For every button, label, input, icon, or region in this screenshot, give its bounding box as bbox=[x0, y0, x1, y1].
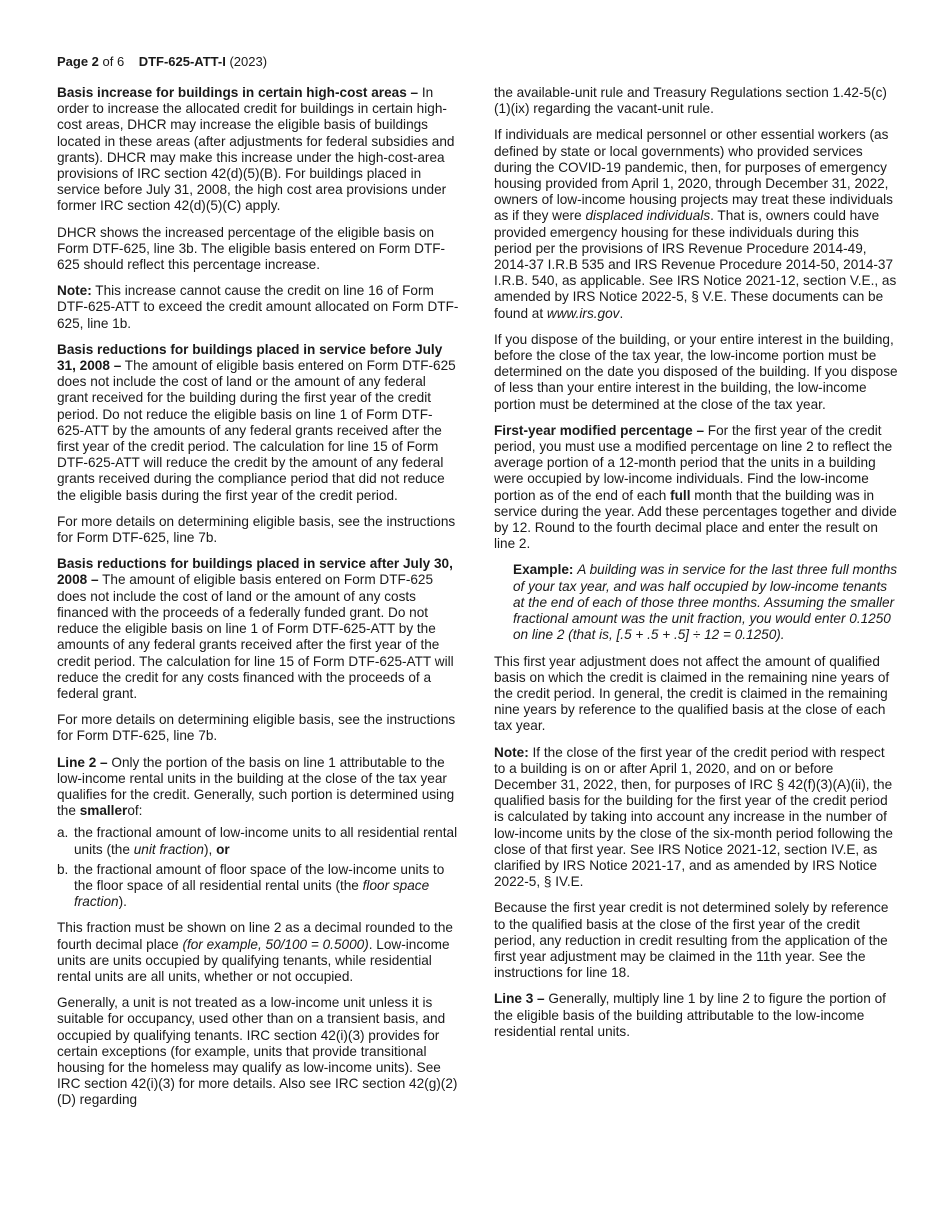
page-number: Page 2 bbox=[57, 54, 99, 69]
fraction-list bbox=[57, 825, 459, 910]
paragraph-increased-percentage: DHCR shows the increased percentage of the eligible basis on Form DTF-625, line 3b. The eligible basis entered on Form DTF-625 should reflect this percentage increase. bbox=[57, 224, 446, 273]
heading-line-2: Line 2 – bbox=[57, 754, 108, 770]
paragraph-more-details-1: For more details on determining eligible basis, see the instructions for Form DTF-625, line 7b. bbox=[57, 513, 456, 546]
paragraph-dispose-building: If you dispose of the building, or your entire interest in the building, before the close of the tax year, the low-income portion must be determined on the date you disposed of the building. If you dispose of less than your entire interest in the building, the low-income portion must be determined at the close of the tax year. bbox=[494, 331, 898, 412]
right-column bbox=[494, 85, 898, 1050]
paragraph-more-details-2: For more details on determining eligible basis, see the instructions for Form DTF-625, line 7b. bbox=[57, 712, 456, 744]
example-block: Example: A building was in service for the last three full months of your tax year, and was half occupied by low-income tenants at the end of each of those three months. Assuming the smaller fractional amount was the unit fraction, you would enter 0.1250 on line 2 (that is, [.5 + .5 + .5] ÷ 12 = 0.1250). bbox=[513, 562, 898, 643]
paragraph-first-year-modified: First-year modified percentage – For the first year of the credit period, you must use a modified percentage on line 2 to reflect the average portion of a 12-month period that the units in a building were occupied by low-income individuals. Find the low-income portion as of the end of each full month that the building was in service during the year. Add these percentages together and divide by 12. Round to the fourth decimal place and enter the result on line 2. bbox=[494, 422, 897, 552]
form-year: (2023) bbox=[229, 54, 268, 69]
paragraph-note-increase: Note: This increase cannot cause the credit on line 16 of Form DTF-625-ATT to exceed the credit amount allocated on Form DTF-625, line 1b. bbox=[57, 283, 459, 331]
paragraph-eleventh-year: Because the first year credit is not determined solely by reference to the qualified basis at the close of the first year of the credit period, any reduction in credit resulting from the application of the first year adjustment may be claimed in the 11th year. See the instructions for line 18. bbox=[494, 900, 889, 981]
page-count: of 6 bbox=[102, 54, 125, 69]
list-item: a. the fractional amount of low-income units to all residential rental units (the unit fraction), or bbox=[57, 825, 458, 857]
paragraph-decimal-fraction: This fraction must be shown on line 2 as a decimal rounded to the fourth decimal place (for example, 50/100 = 0.5000). Low-income units are units occupied by qualifying tenants, while residential rental units are all units, whether or not occupied. bbox=[57, 920, 453, 984]
list-item: b. the fractional amount of floor space of the low-income units to the floor space of all residential rental units (the floor space fraction). bbox=[57, 861, 445, 910]
paragraph-first-year-adjustment: This first year adjustment does not affect the amount of qualified basis on which the credit is claimed in the remaining nine years of the credit period. In general, the credit is claimed in the remaining nine years by reference to the qualified basis at the close of each tax year. bbox=[494, 653, 890, 734]
paragraph-note-qualified-basis: Note: If the close of the first year of the credit period with respect to a building is on or after April 1, 2020, and on or before December 31, 2022, then, for purposes of IRC § 42(f)(3)(A)(ii), the qualified basis for the building for the first year of the credit period is calculated by taking into account any increase in the number of low-income units by the close of the six-month period following the close of that first year. See IRS Notice 2021-12, section IV.E, as clarified by IRS Notice 2021-17, and as amended by IRS Notice 2022-5, § IV.E. bbox=[494, 744, 893, 890]
paragraph-low-income-unit: Generally, a unit is not treated as a low-income unit unless it is suitable for occupancy, used other than on a transient basis, and occupied by qualifying tenants. IRC section 42(i)(3) provides for certain exceptions (for example, units that provide transitional housing for the homeless may qualify as low-income units). See IRC section 42(i)(3) for more details. Also see IRC section 42(g)(2)(D) regarding bbox=[57, 995, 458, 1108]
paragraph-high-cost-areas: Basis increase for buildings in certain high-cost areas – In order to increase the allocated credit for buildings in certain high-cost areas, DHCR may increase the eligible basis of buildings located in these areas (after adjustments for federal subsidies and grants). DHCR may make this increase under the high-cost-area provisions of IRC section 42(d)(5)(B). For buildings placed in service before July 31, 2008, the high cost area provisions under former IRC section 42(d)(5)(C) apply. bbox=[57, 85, 455, 214]
heading-reductions-after-2008: Basis reductions for buildings placed in service after July 30, 2008 – bbox=[57, 556, 453, 588]
left-column bbox=[57, 85, 459, 1119]
heading-reductions-before-2008: Basis reductions for buildings placed in service before July 31, 2008 – bbox=[57, 341, 443, 374]
paragraph-covid-emergency-housing: If individuals are medical personnel or other essential workers (as defined by state or local governments) who provided services during the COVID-19 pandemic, then, for purposes of emergency housing provided from April 1, 2020, through December 31, 2022, owners of low-income housing projects may treat these individuals as if they were displaced individuals. That is, owners could have provided emergency housing for these individuals during this period per the provisions of IRS Revenue Procedure 2014-49, 2014-37 I.R.B 535 and IRS Revenue Procedure 2014-50, 2014-37 I.R.B. 540, as applicable. See IRS Notice 2021-12, section V.E., as amended by IRS Notice 2022-5, § V.E. These documents can be found at www.irs.gov. bbox=[494, 127, 897, 321]
heading-high-cost-areas: Basis increase for buildings in certain high-cost areas – bbox=[57, 85, 419, 100]
paragraph-reductions-after-2008: Basis reductions for buildings placed in service after July 30, 2008 – The amount of eligible basis entered on Form DTF-625 does not include the cost of land or the amount of any costs financed with the proceeds of a federally funded grant. Do not reduce the eligible basis on line 1 of Form DTF-625-ATT by the amounts of any federal grants received after the first year of the credit period. The calculation for line 15 of Form DTF-625-ATT will reduce the credit for any costs financed with the proceeds of a federal grant. bbox=[57, 556, 454, 701]
paragraph-vacant-unit-rule: the available-unit rule and Treasury Regulations section 1.42-5(c)(1)(ix) regarding the vacant-unit rule. bbox=[494, 85, 887, 117]
paragraph-reductions-before-2008: Basis reductions for buildings placed in service before July 31, 2008 – The amount of eligible basis entered on Form DTF-625 does not include the cost of land or the amount of any federal grant received for the building during the first year of the credit period. Do not reduce the eligible basis on line 1 of Form DTF-625-ATT by the amounts of any federal grants received after the first year of the credit period. The calculation for line 15 of Form DTF-625-ATT will reduce the credit by the amount of any federal grants received during the compliance period that did not reduce the eligible basis during the first year of the credit period. bbox=[57, 341, 456, 503]
paragraph-line-3: Line 3 – Generally, multiply line 1 by line 2 to figure the portion of the eligible basis of the building attributable to the low-income residential rental units. bbox=[494, 991, 886, 1039]
paragraph-line-2: Line 2 – Only the portion of the basis on line 1 attributable to the low-income rental units in the building at the close of the tax year qualifies for the credit. Generally, such portion is determined using the smallerof: bbox=[57, 754, 455, 819]
heading-line-3: Line 3 – bbox=[494, 991, 545, 1007]
irs-website-link[interactable]: www.irs.gov bbox=[546, 305, 620, 321]
heading-first-year-modified: First-year modified percentage – bbox=[494, 422, 705, 438]
form-id: DTF-625-ATT-I bbox=[138, 54, 226, 69]
page-header bbox=[57, 54, 267, 70]
